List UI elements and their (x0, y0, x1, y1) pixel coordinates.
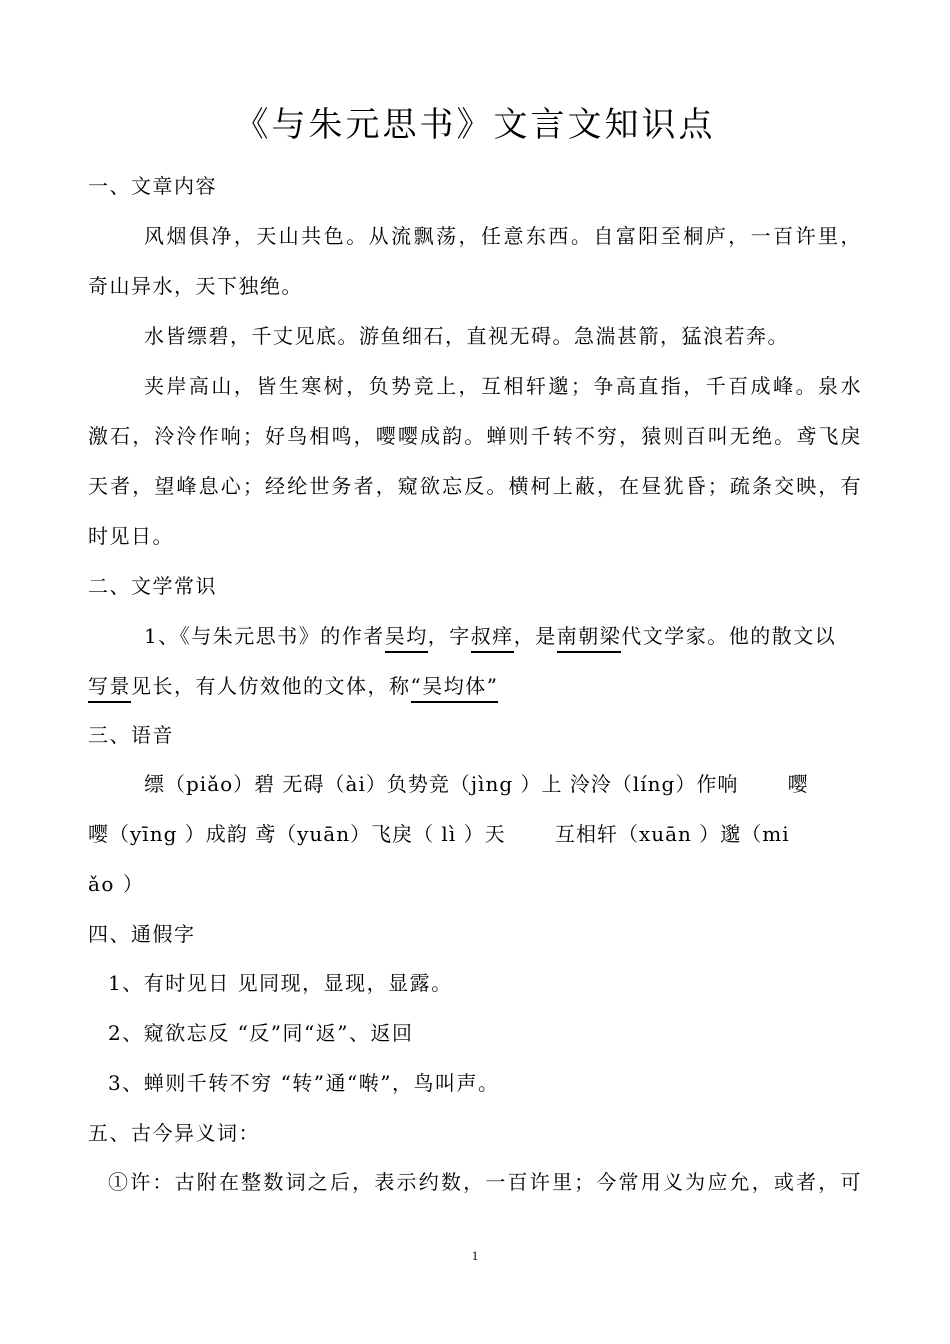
paragraph-line: 夹岸高山，皆生寒树，负势竞上，互相轩邈；争高直指，千百成峰。泉水 (144, 374, 862, 398)
list-item: ①许：古附在整数词之后，表示约数，一百许里；今常用义为应允，或者，可 (108, 1170, 862, 1194)
text-span: 见长，有人仿效他的文体，称 (131, 674, 411, 698)
list-item: 1、有时见日 见同现，显现，显露。 (108, 971, 453, 995)
pronunciation-line: 缥（piǎo）碧 无碍（ài）负势竞（jìng ）上 泠泠（líng）作响 嘤 (144, 772, 809, 796)
section-heading-interchangeable: 四、通假字 (88, 922, 196, 946)
text-span: ，字 (427, 624, 471, 648)
paragraph-line: 风烟俱净，天山共色。从流飘荡，任意东西。自富阳至桐庐，一百许里， (144, 224, 862, 248)
text-span: 1、《与朱元思书》的作者 (144, 624, 385, 648)
text-span: ，是 (513, 624, 557, 648)
section-heading-content: 一、文章内容 (88, 174, 217, 198)
list-item: 2、窥欲忘反 “反”同“返”、返回 (108, 1021, 414, 1045)
document-title: 《与朱元思书》文言文知识点 (234, 105, 716, 145)
style-name: “吴均体” (411, 674, 499, 703)
literature-line-2 (88, 671, 868, 701)
paragraph-line: 激石，泠泠作响；好鸟相鸣，嘤嘤成韵。蝉则千转不穷，猿则百叫无绝。鸢飞戾 (88, 424, 862, 448)
paragraph-line: 奇山异水，天下独绝。 (88, 274, 303, 298)
paragraph-line: 天者，望峰息心；经纶世务者，窥欲忘反。横柯上蔽，在昼犹昏；疏条交映，有 (88, 474, 862, 498)
text-span: 代文学家。他的散文以 (621, 624, 837, 648)
page-number: 1 (471, 1248, 479, 1263)
speciality: 写景 (88, 674, 131, 703)
section-heading-literature: 二、文学常识 (88, 574, 217, 598)
paragraph-line: 时见日。 (88, 524, 174, 548)
pronunciation-line: 嘤（yīng ）成韵 鸢（yuān）飞戾（ lì ）天 互相轩（xuān ）邈（mi (88, 822, 790, 846)
courtesy-name: 叔痒 (471, 624, 514, 653)
dynasty-name: 南朝梁 (557, 624, 622, 653)
section-heading-word-meaning: 五、古今异义词： (88, 1121, 260, 1145)
literature-line-1 (144, 621, 868, 651)
author-name: 吴均 (385, 624, 428, 653)
pronunciation-line: ǎo ） (88, 872, 145, 896)
section-heading-pronunciation: 三、语音 (88, 723, 174, 747)
paragraph-line: 水皆缥碧，千丈见底。游鱼细石，直视无碍。急湍甚箭，猛浪若奔。 (144, 324, 789, 348)
list-item: 3、蝉则千转不穷 “转”通“啭”，鸟叫声。 (108, 1071, 500, 1095)
